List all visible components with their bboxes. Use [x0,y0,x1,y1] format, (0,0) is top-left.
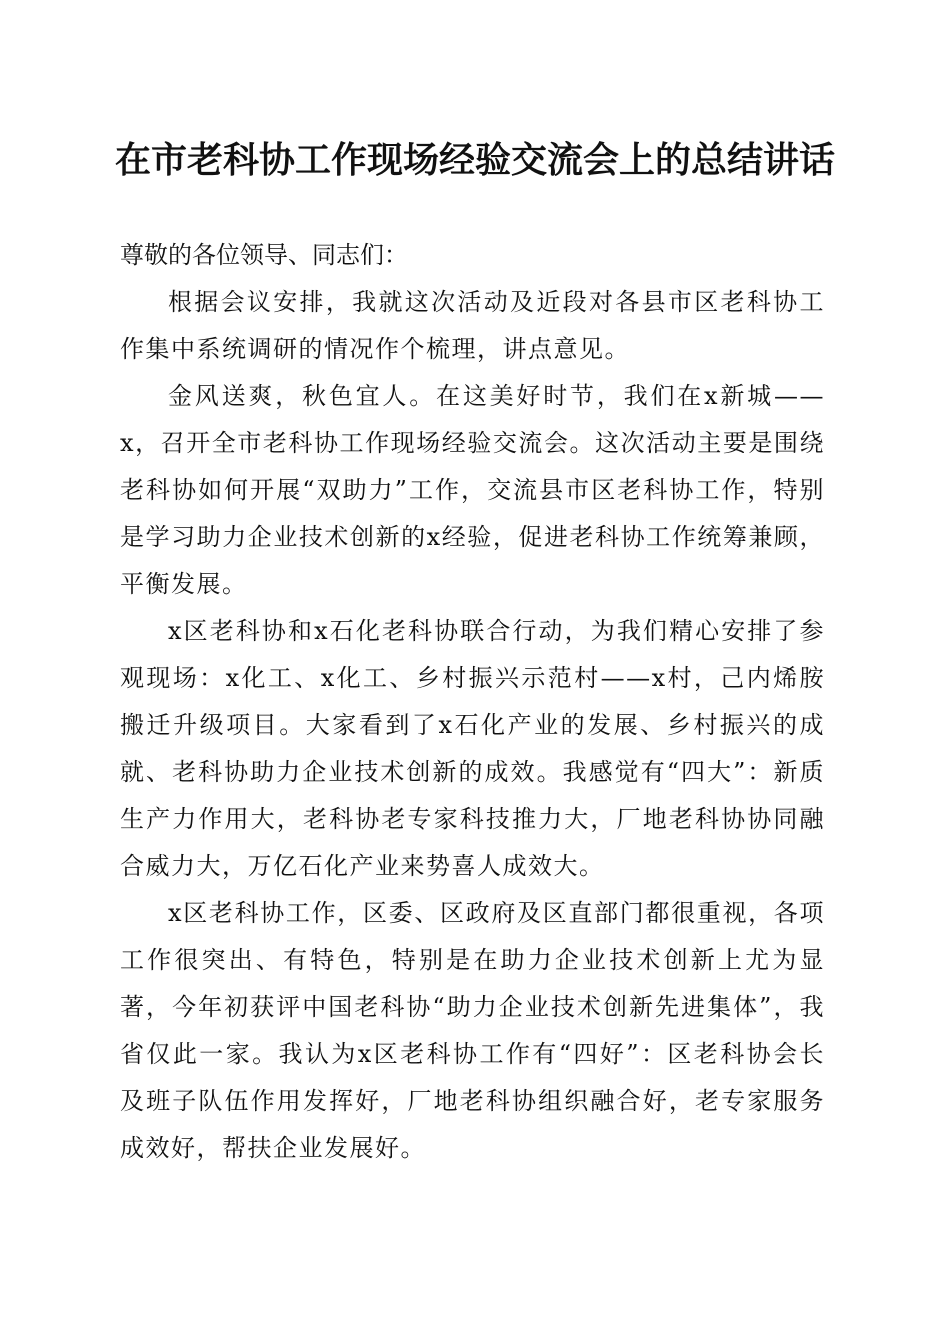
paragraph-4: x区老科协工作，区委、区政府及区直部门都很重视，各项工作很突出、有特色，特别是在助力企业技术创新上尤为显著，今年初获评中国老科协“助力企业技术创新先进集体”，我省仅此一家。我认为x区老科协工作有“四好”：区老科协会长及班子队伍作用发挥好，厂地老科协组织融合好，老专家服务成效好，帮扶企业发展好。 [120,899,825,1162]
document-body [120,232,825,1172]
paragraph-2: 金风送爽，秋色宜人。在这美好时节，我们在x新城——x，召开全市老科协工作现场经验交流会。这次活动主要是围绕老科协如何开展“双助力”工作，交流县市区老科协工作，特别是学习助力企业技术创新的x经验，促进老科协工作统筹兼顾，平衡发展。 [120,382,825,598]
paragraph-3: x区老科协和x石化老科协联合行动，为我们精心安排了参观现场：x化工、x化工、乡村振兴示范村——x村，己内烯胺搬迁升级项目。大家看到了x石化产业的发展、乡村振兴的成就、老科协助力企业技术创新的成效。我感觉有“四大”：新质生产力作用大，老科协老专家科技推力大，厂地老科协协同融合威力大，万亿石化产业来势喜人成效大。 [120,617,825,880]
salutation: 尊敬的各位领导、同志们： [120,241,408,269]
paragraph-1: 根据会议安排，我就这次活动及近段对各县市区老科协工作集中系统调研的情况作个梳理，讲点意见。 [120,288,825,363]
document-title: 在市老科协工作现场经验交流会上的总结讲话 [114,139,835,181]
